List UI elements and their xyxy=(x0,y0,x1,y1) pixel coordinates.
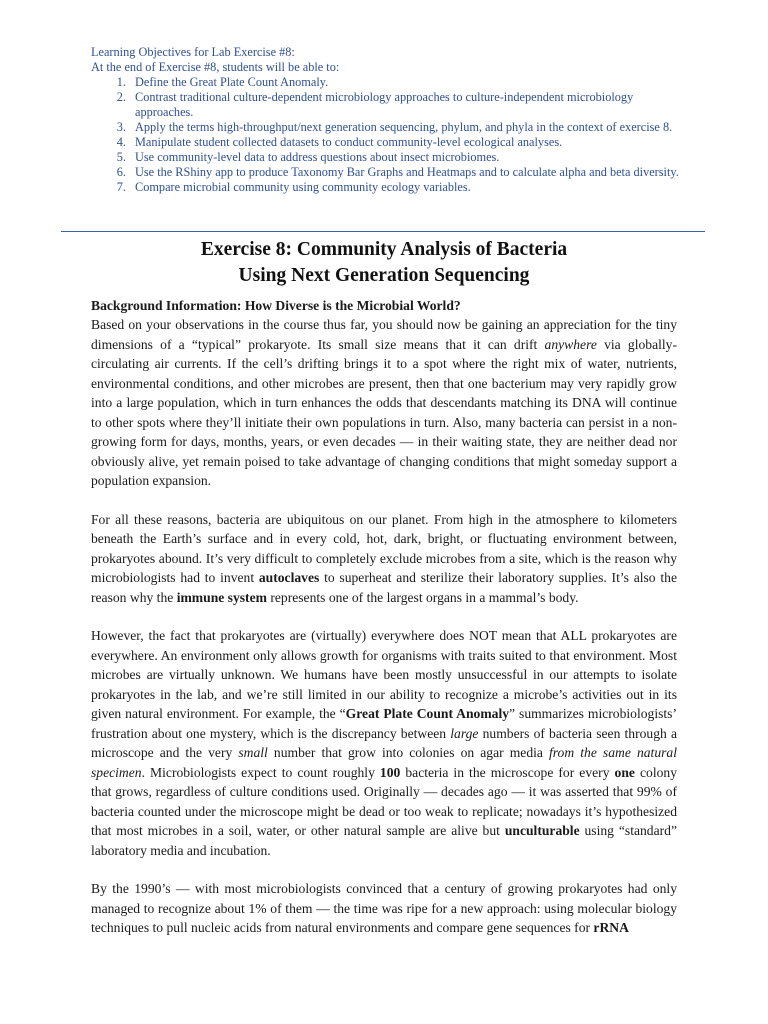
objective-text: Apply the terms high-throughput/next generation sequencing, phylum, and phyla in the context of exercise 8. xyxy=(135,120,673,134)
text-run: colony that grows, regardless of culture conditions used. Originally — decades ago — it was asserted that 99% of bacteria counted under the microscope might be dead or too weak to replicate; nowadays it’s hypothesized that most microbes in a soil, water, or other natural sample are alive but xyxy=(91,764,677,838)
objective-number: 6. xyxy=(116,165,126,179)
emphasis-same-specimen: from the same natural specimen xyxy=(91,745,677,780)
objective-number: 4. xyxy=(116,135,126,149)
objective-number: 2. xyxy=(116,90,126,104)
text-run: By the 1990’s — with most microbiologists convinced that a century of growing prokaryotes had only managed to recognize about 1% of them — the time was ripe for a new approach: using molecular biology techniques to pull nucleic acids from natural environments and compare gene sequences for xyxy=(91,881,677,935)
term-rrna: rRNA xyxy=(593,920,629,935)
objective-text: Manipulate student collected datasets to conduct community-level ecological analyses. xyxy=(135,135,563,149)
section-divider xyxy=(61,231,705,232)
emphasis-small: small xyxy=(238,745,268,760)
title-line-1: Exercise 8: Community Analysis of Bacteria xyxy=(200,239,568,260)
text-run: to superheat and sterilize their laboratory supplies. It’s also the reason why the xyxy=(91,570,677,605)
learning-objectives xyxy=(91,45,691,195)
background-section xyxy=(91,296,677,957)
term-100: 100 xyxy=(379,764,401,780)
emphasis-large: large xyxy=(450,725,479,741)
paragraph-1 xyxy=(91,315,677,491)
objective-item xyxy=(91,180,691,195)
objectives-intro: At the end of Exercise #8, students will be able to: xyxy=(91,60,340,74)
objective-text: Use the RShiny app to produce Taxonomy Bar Graphs and Heatmaps and to calculate alpha and beta diversity. xyxy=(135,165,679,179)
objectives-list xyxy=(91,75,691,195)
term-one: one xyxy=(614,764,635,780)
text-run: via globally-circulating air currents. If the cell’s drifting brings it to a spot where the right mix of water, nutrients, environmental conditions, and other microbes are present, then that one bacterium may very rapidly grow into a large population, which in turn enhances the odds that descendants matching its DNA will continue to other spots where they’ll initiate their own populations in turn. Also, many bacteria can persist in a non-growing form for days, months, years, or even decades — in their waiting state, they are neither dead nor obviously alive, yet remain poised to take advantage of changing conditions that might someday support a population expansion. xyxy=(91,336,678,488)
objective-item xyxy=(91,75,691,90)
paragraph-3 xyxy=(91,626,677,860)
exercise-title xyxy=(60,237,708,289)
objective-text: Compare microbial community using community ecology variables. xyxy=(135,180,471,194)
text-run: However, the fact that prokaryotes are (virtually) everywhere does NOT mean that ALL prokaryotes are everywhere. An environment only allows growth for organisms with traits suited to that environment. Most microbes are virtually unknown. We humans have been mostly unsuccessful in our attempts to isolate prokaryotes in the lab, and we’re still limited in our ability to recognize a microbe’s activities out in its given natural environment. For example, the “ xyxy=(91,628,677,721)
text-run: . Microbiologists expect to count roughly xyxy=(141,764,380,780)
term-great-plate-count-anomaly: Great Plate Count Anomaly xyxy=(345,706,510,721)
objectives-heading: Learning Objectives for Lab Exercise #8: xyxy=(91,45,295,59)
emphasis-anywhere: anywhere xyxy=(544,336,597,352)
objective-number: 7. xyxy=(116,180,126,194)
objective-item xyxy=(91,135,691,150)
term-immune-system: immune system xyxy=(176,589,267,605)
text-run: numbers of bacteria seen through a microscope and the very xyxy=(91,725,677,760)
objective-number: 1. xyxy=(116,75,126,89)
text-run: Based on your observations in the course thus far, you should now be gaining an appreciation for the tiny dimensions of a “typical” prokaryote. Its small size means that it can drift xyxy=(91,317,677,352)
objective-number: 3. xyxy=(116,120,126,134)
objective-item xyxy=(91,165,691,180)
text-run: bacteria in the microscope for every xyxy=(400,764,615,780)
objective-text: Use community-level data to address questions about insect microbiomes. xyxy=(135,150,500,164)
paragraph-4 xyxy=(91,879,677,938)
objective-item xyxy=(91,120,691,135)
background-heading: Background Information: How Diverse is the Microbial World? xyxy=(91,298,461,313)
title-line-2: Using Next Generation Sequencing xyxy=(238,265,530,286)
objective-text: Define the Great Plate Count Anomaly. xyxy=(135,75,329,89)
text-run: number that grow into colonies on agar media xyxy=(267,745,549,760)
text-run: ” summarizes microbiologists’ frustration about one mystery, which is the discrepancy between xyxy=(91,706,678,741)
objective-text: Contrast traditional culture-dependent microbiology approaches to culture-independent microbiology approaches. xyxy=(135,90,634,119)
text-run: represents one of the largest organs in a mammal’s body. xyxy=(266,589,579,605)
term-autoclaves: autoclaves xyxy=(258,570,320,585)
objective-number: 5. xyxy=(116,150,126,164)
objective-item xyxy=(91,90,691,120)
objective-item xyxy=(91,150,691,165)
term-unculturable: unculturable xyxy=(504,823,580,838)
text-run: For all these reasons, bacteria are ubiquitous on our planet. From high in the atmosphere to kilometers beneath the Earth’s surface and in every cold, hot, dark, bright, or fluctuating environment between, prokaryotes abound. It’s very difficult to completely exclude microbes from a site, which is the reason why microbiologists had to invent xyxy=(91,511,677,585)
paragraph-2 xyxy=(91,510,677,608)
text-run: using “standard” laboratory media and incubation. xyxy=(91,823,677,858)
